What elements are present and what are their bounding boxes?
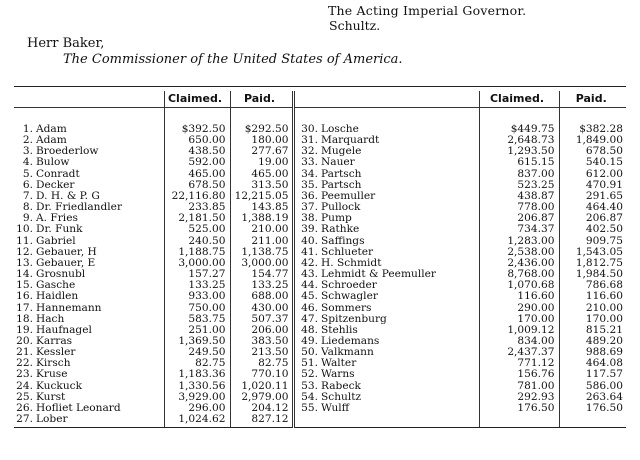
paid-amount: 470.91 (559, 180, 626, 191)
row-number: 55. (293, 403, 321, 414)
paid-amount: 2,979.00 (230, 392, 293, 403)
table-row (14, 325, 626, 336)
claimant-name: Hach (36, 313, 65, 325)
row-number: 22. (16, 358, 33, 370)
claimant-name: Lehmidt & Peemuller (321, 269, 436, 281)
row-number: 26. (16, 402, 33, 414)
row-number: 17. (16, 302, 33, 314)
claimed-amount: 834.00 (479, 336, 559, 347)
row-number: 1. (22, 124, 33, 135)
paid-amount (559, 414, 626, 428)
claimant-name: Lober (36, 414, 164, 428)
paid-amount: 1,543.05 (559, 247, 626, 258)
row-number: 32. (293, 146, 321, 157)
claimed-amount: 8,768.00 (479, 269, 559, 280)
row-number: 30. (293, 124, 321, 135)
row-number: 23. (16, 369, 33, 381)
claimant-name: Haidlen (36, 291, 79, 303)
paid-amount: 313.50 (230, 180, 293, 191)
signature-name: Schultz. (329, 18, 381, 33)
row-number: 8. (22, 202, 33, 214)
paid-amount: 116.60 (559, 291, 626, 302)
claimed-amount: 778.00 (479, 202, 559, 213)
paid-amount: 263.64 (559, 392, 626, 403)
claimant-name: Liedemans (321, 335, 380, 347)
table-row (14, 403, 626, 414)
table-row (14, 169, 626, 180)
claimed-amount: 837.00 (479, 169, 559, 180)
claimant-name: Hofliet Leonard (36, 402, 121, 414)
paid-amount: 678.50 (559, 146, 626, 157)
table-row (14, 280, 626, 291)
header-row (14, 91, 626, 108)
paid-amount: 815.21 (559, 325, 626, 336)
paid-amount: 154.77 (230, 269, 293, 280)
paid-amount: 291.65 (559, 191, 626, 202)
paid-amount: 464.08 (559, 358, 626, 369)
header-claimed-right: Claimed. (479, 91, 559, 108)
paid-amount: 1,138.75 (230, 247, 293, 258)
claimant-name: Saffings (321, 235, 365, 247)
paid-amount: 82.75 (230, 358, 293, 369)
row-number: 33. (293, 157, 321, 168)
claimant-name: Gebauer, E (36, 257, 96, 269)
claimed-amount: $392.50 (164, 124, 230, 135)
claimed-amount: 1,369.50 (164, 336, 230, 347)
table-row (14, 347, 626, 358)
claimed-amount: 3,000.00 (164, 258, 230, 269)
paid-amount: 1,812.75 (559, 258, 626, 269)
claimant-name: Dr. Friedlandler (36, 202, 123, 214)
table-row (14, 157, 626, 168)
row-number: 45. (293, 291, 321, 302)
paid-amount: 277.67 (230, 146, 293, 157)
paid-amount: 770.10 (230, 369, 293, 380)
claimed-amount: 583.75 (164, 314, 230, 325)
claimant-name: Rathke (321, 224, 360, 236)
row-number: 35. (293, 180, 321, 191)
row-number: 34. (293, 169, 321, 180)
row-number: 2. (22, 135, 33, 147)
claimant-name: Spitzenburg (321, 313, 387, 325)
claimed-amount: 1,024.62 (164, 414, 230, 428)
row-number: 48. (293, 325, 321, 336)
claimed-amount: 592.00 (164, 157, 230, 168)
row-number: 49. (293, 336, 321, 347)
claimed-amount: 176.50 (479, 403, 559, 414)
claimed-amount: 771.12 (479, 358, 559, 369)
row-number: 20. (16, 335, 33, 347)
claimed-amount: 1,283.00 (479, 236, 559, 247)
claimed-amount: 750.00 (164, 303, 230, 314)
claimant-name: Peemuller (321, 190, 376, 202)
claimant-name: Schwagler (321, 291, 378, 303)
claimant-name: Karras (36, 335, 73, 347)
paid-amount: $382.28 (559, 124, 626, 135)
claimed-amount: 2,538.00 (479, 247, 559, 258)
claimed-amount: 2,648.73 (479, 135, 559, 146)
claimant-name: Grosnubl (36, 269, 86, 281)
paid-amount: 827.12 (230, 414, 293, 428)
paid-amount: 180.00 (230, 135, 293, 146)
claimant-name: Gabriel (36, 235, 76, 247)
table-row (14, 314, 626, 325)
claimant-name: Wulff (321, 402, 350, 414)
row-number: 15. (16, 280, 33, 292)
claimed-amount: 1,188.75 (164, 247, 230, 258)
claimant-name: Pullock (321, 202, 361, 214)
row-number: 16. (16, 291, 33, 303)
claimant-name: Dr. Funk (36, 224, 83, 236)
claimed-amount: 206.87 (479, 213, 559, 224)
paid-amount: 12,215.05 (230, 191, 293, 202)
claimed-amount: 2,437.37 (479, 347, 559, 358)
claimed-amount: 290.00 (479, 303, 559, 314)
row-number: 21. (16, 347, 33, 359)
claimed-amount: 650.00 (164, 135, 230, 146)
row-number: 52. (293, 369, 321, 380)
claimed-amount: 781.00 (479, 381, 559, 392)
paid-amount: 1,849.00 (559, 135, 626, 146)
row-number: 14. (16, 269, 33, 281)
row-number: 42. (293, 258, 321, 269)
claimed-amount: 438.50 (164, 146, 230, 157)
claimed-amount: 2,436.00 (479, 258, 559, 269)
claimant-name: Losche (321, 124, 359, 135)
paid-amount: 1,388.19 (230, 213, 293, 224)
paid-amount: 3,000.00 (230, 258, 293, 269)
table-row (14, 369, 626, 380)
claimant-name: Kurst (36, 391, 66, 403)
claimant-name: Stehlis (321, 324, 358, 336)
claimant-name: Schlueter (321, 246, 374, 258)
table-row (14, 202, 626, 213)
paid-amount: 170.00 (559, 314, 626, 325)
claimed-amount: 438.87 (479, 191, 559, 202)
claimed-amount: 116.60 (479, 291, 559, 302)
table-row (14, 392, 626, 403)
table-row (14, 124, 626, 135)
table-row (14, 247, 626, 258)
row-number: 51. (293, 358, 321, 369)
claimed-amount: 1,070.68 (479, 280, 559, 291)
claimed-amount: 240.50 (164, 236, 230, 247)
claimant-name: Pump (321, 213, 352, 225)
claimed-amount: 465.00 (164, 169, 230, 180)
claimant-name: Bulow (36, 157, 70, 169)
paid-amount: 210.00 (559, 303, 626, 314)
claimed-amount: 157.27 (164, 269, 230, 280)
paid-amount: 988.69 (559, 347, 626, 358)
paid-amount: 1,020.11 (230, 381, 293, 392)
row-number: 27. (14, 414, 36, 428)
claimant-name: Partsch (321, 179, 362, 191)
claimant-name: Gasche (36, 280, 76, 292)
row-number: 19. (16, 324, 33, 336)
claimant-name: Warns (321, 369, 355, 381)
header-claimed-left: Claimed. (164, 91, 230, 108)
header-paid-left: Paid. (230, 91, 293, 108)
claimant-name: D. H. & P. G (36, 190, 100, 202)
row-number: 24. (16, 380, 33, 392)
row-number: 25. (16, 391, 33, 403)
row-number: 50. (293, 347, 321, 358)
table-row (14, 336, 626, 347)
row-number: 6. (22, 179, 33, 191)
row-number: 31. (293, 135, 321, 146)
table-row (14, 303, 626, 314)
claimant-name: Kessler (36, 347, 76, 359)
claimed-amount: 1,009.12 (479, 325, 559, 336)
claimed-amount: 292.93 (479, 392, 559, 403)
paid-amount: 211.00 (230, 236, 293, 247)
paid-amount: $292.50 (230, 124, 293, 135)
paid-amount: 465.00 (230, 169, 293, 180)
paid-amount: 464.40 (559, 202, 626, 213)
row-number: 13. (16, 257, 33, 269)
paid-amount: 909.75 (559, 236, 626, 247)
row-number: 54. (293, 392, 321, 403)
row-number (293, 414, 321, 428)
claimant-name: Valkmann (321, 347, 374, 359)
claimant-name: Kirsch (36, 358, 71, 370)
claimed-amount: 678.50 (164, 180, 230, 191)
paid-amount: 213.50 (230, 347, 293, 358)
row-number: 39. (293, 224, 321, 235)
table-row (14, 180, 626, 191)
paid-amount: 176.50 (559, 403, 626, 414)
paid-amount: 586.00 (559, 381, 626, 392)
claimant-name: Nauer (321, 157, 355, 169)
row-number: 53. (293, 381, 321, 392)
claimant-name: Decker (36, 179, 75, 191)
claimant-name: Adam (36, 124, 67, 135)
claimant-name: Conradt (36, 168, 80, 180)
row-number: 40. (293, 236, 321, 247)
row-number: 18. (16, 313, 33, 325)
claimant-name: Kruse (36, 369, 68, 381)
claimant-name: Marquardt (321, 135, 380, 147)
paid-amount: 19.00 (230, 157, 293, 168)
claimant-name: Kuckuck (36, 380, 83, 392)
claimant-name: Hannemann (36, 302, 102, 314)
claimed-amount: 251.00 (164, 325, 230, 336)
claimed-amount: 82.75 (164, 358, 230, 369)
table-row (14, 146, 626, 157)
claimant-name: Haufnagel (36, 324, 92, 336)
claimant-name: Schultz (321, 391, 362, 403)
table-row (14, 236, 626, 247)
signature-title: The Acting Imperial Governor. (328, 3, 527, 18)
paid-amount: 117.57 (559, 369, 626, 380)
paid-amount: 540.15 (559, 157, 626, 168)
claimant-name: Rabeck (321, 380, 361, 392)
claimant-name: Broederlow (36, 146, 99, 158)
paid-amount: 210.00 (230, 224, 293, 235)
claimant-name: Gebauer, H (36, 246, 97, 258)
row-number: 43. (293, 269, 321, 280)
claimed-amount: 1,293.50 (479, 146, 559, 157)
row-number: 36. (293, 191, 321, 202)
claimant-name (321, 414, 479, 428)
claimed-amount: 296.00 (164, 403, 230, 414)
row-number: 9. (22, 213, 33, 225)
paid-amount: 1,984.50 (559, 269, 626, 280)
claimant-name: H. Schmidt (321, 257, 382, 269)
table-row (14, 381, 626, 392)
claimed-amount: 615.15 (479, 157, 559, 168)
paid-amount: 133.25 (230, 280, 293, 291)
paid-amount: 688.00 (230, 291, 293, 302)
claimed-amount: 734.37 (479, 224, 559, 235)
claimed-amount: 233.85 (164, 202, 230, 213)
table-row (14, 269, 626, 280)
claimant-name: A. Fries (36, 213, 78, 225)
claimed-amount: 3,929.00 (164, 392, 230, 403)
row-number: 47. (293, 314, 321, 325)
row-number: 37. (293, 202, 321, 213)
claimed-amount: 933.00 (164, 291, 230, 302)
claimant-name: Sommers (321, 302, 372, 314)
claimant-name: Adam (36, 135, 67, 147)
claimed-amount: 170.00 (479, 314, 559, 325)
paid-amount: 786.68 (559, 280, 626, 291)
claimed-amount: 2,181.50 (164, 213, 230, 224)
row-number: 44. (293, 280, 321, 291)
paid-amount: 489.20 (559, 336, 626, 347)
row-number: 12. (16, 246, 33, 258)
table-row (14, 414, 626, 428)
claimed-amount (479, 414, 559, 428)
claims-table (14, 86, 626, 428)
row-number: 41. (293, 247, 321, 258)
table-row (14, 224, 626, 235)
claimant-name: Walter (321, 358, 357, 370)
row-number: 4. (22, 157, 33, 169)
signature-block (328, 3, 526, 33)
addressee-title: The Commissioner of the United States of America. (63, 52, 403, 67)
paid-amount: 507.37 (230, 314, 293, 325)
row-number: 38. (293, 213, 321, 224)
header-paid-right: Paid. (559, 91, 626, 108)
table-row (14, 358, 626, 369)
claimed-amount: 249.50 (164, 347, 230, 358)
table-row (14, 291, 626, 302)
paid-amount: 612.00 (559, 169, 626, 180)
claimed-amount: 525.00 (164, 224, 230, 235)
row-number: 11. (16, 235, 33, 247)
row-number: 10. (16, 224, 33, 236)
claimed-amount: $449.75 (479, 124, 559, 135)
claimed-amount: 523.25 (479, 180, 559, 191)
row-number: 5. (22, 168, 33, 180)
claimed-amount: 1,330.56 (164, 381, 230, 392)
claimant-name: Mugele (321, 146, 362, 158)
claimed-amount: 22,116.80 (164, 191, 230, 202)
claimed-amount: 156.76 (479, 369, 559, 380)
claimant-name: Schroeder (321, 280, 377, 292)
table-row (14, 258, 626, 269)
paid-amount: 206.87 (559, 213, 626, 224)
table-row (14, 191, 626, 202)
row-number: 3. (22, 146, 33, 158)
table-row (14, 213, 626, 224)
addressee-name: Herr Baker, (27, 36, 105, 51)
paid-amount: 204.12 (230, 403, 293, 414)
paid-amount: 206.00 (230, 325, 293, 336)
claimed-amount: 1,183.36 (164, 369, 230, 380)
claimed-amount: 133.25 (164, 280, 230, 291)
paid-amount: 383.50 (230, 336, 293, 347)
paid-amount: 430.00 (230, 303, 293, 314)
row-number: 46. (293, 303, 321, 314)
table-row (14, 135, 626, 146)
paid-amount: 402.50 (559, 224, 626, 235)
paid-amount: 143.85 (230, 202, 293, 213)
addressee-block (27, 36, 403, 68)
claimant-name: Partsch (321, 168, 362, 180)
row-number: 7. (22, 190, 33, 202)
